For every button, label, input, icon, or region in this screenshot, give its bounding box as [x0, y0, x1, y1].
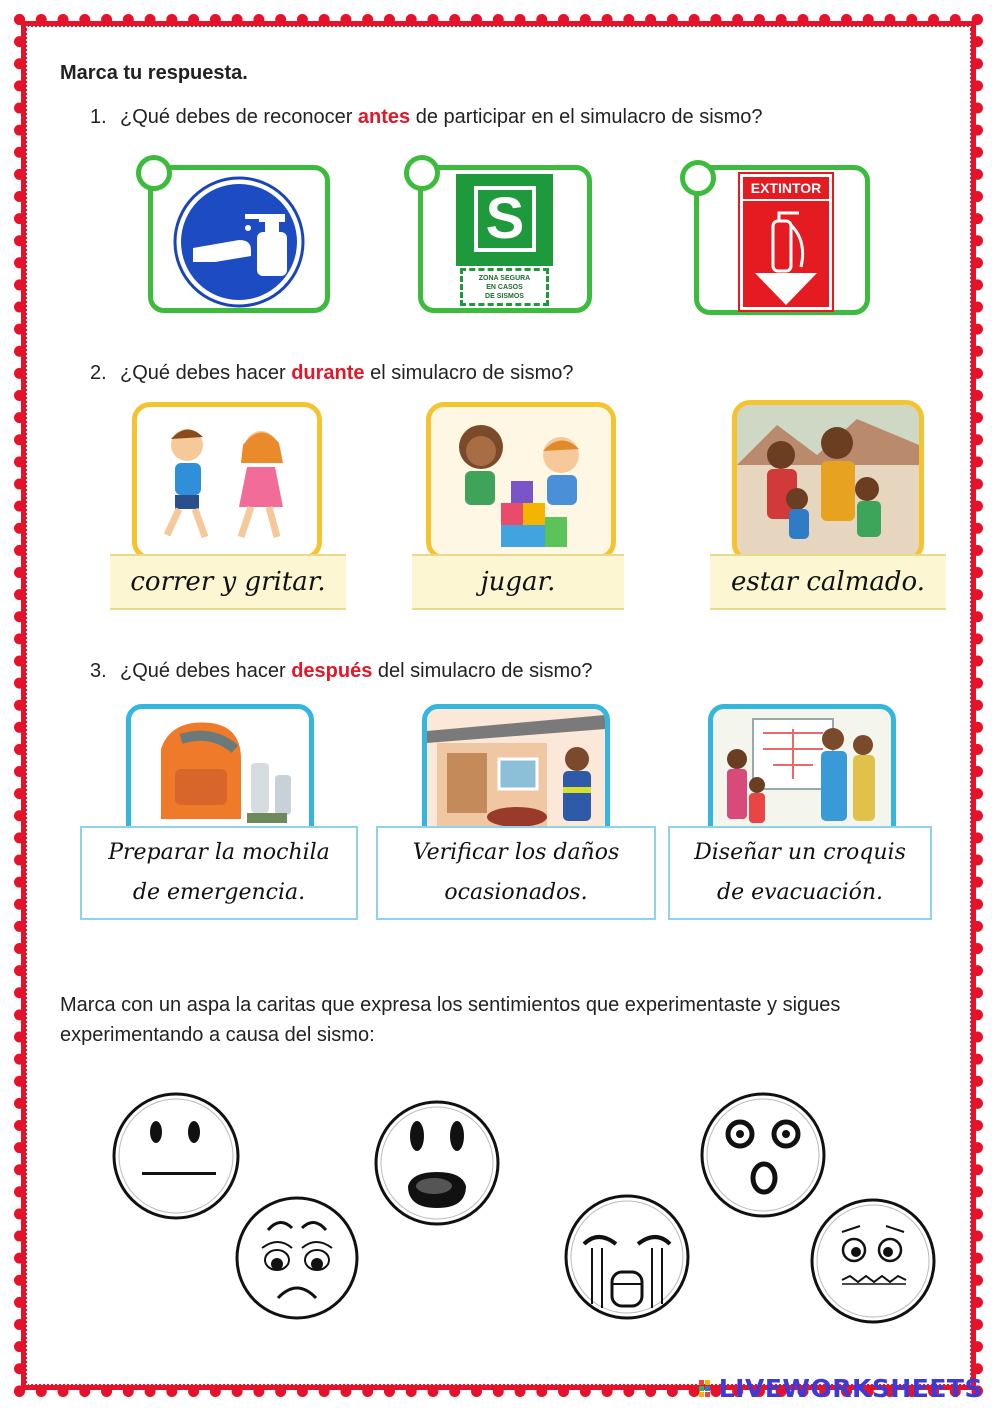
option-label-line: de emergencia.: [132, 880, 306, 905]
handwash-sign-icon: [153, 170, 325, 308]
question-2: [90, 362, 574, 385]
option-card-handwash[interactable]: [148, 165, 330, 313]
option-label-mochila[interactable]: [80, 826, 358, 920]
question-number: 1.: [90, 106, 107, 128]
question-text: del simulacro de sismo?: [372, 660, 593, 682]
option-image-playing[interactable]: [426, 402, 616, 560]
option-image-evacuation-map[interactable]: [708, 704, 896, 842]
question-text: ¿Qué debes de reconocer: [120, 106, 358, 128]
option-image-damage[interactable]: [422, 704, 610, 842]
safe-zone-label: ZONA SEGURA: [478, 275, 531, 282]
question-1: [90, 106, 763, 129]
fire-extinguisher-icon: [743, 201, 829, 309]
liveworksheets-logo-icon: [699, 1380, 717, 1400]
question-text: ¿Qué debes hacer: [120, 660, 292, 682]
feelings-instruction: Marca con un aspa la caritas que expresa los sentimientos que experimentaste y sigues experimentando a causa del sismo:: [60, 994, 841, 1046]
evacuation-map-illustration: [713, 709, 891, 837]
playing-kids-illustration: [431, 407, 611, 555]
question-text: de participar en el simulacro de sismo?: [410, 106, 763, 128]
option-label-correr[interactable]: correr y gritar.: [110, 554, 346, 610]
option-radio-safe-zone[interactable]: [404, 155, 440, 191]
question-keyword: durante: [291, 362, 365, 384]
question-3: [90, 660, 592, 683]
safe-zone-label: EN CASOS: [486, 284, 523, 291]
extinguisher-label: EXTINTOR: [743, 177, 829, 201]
emergency-backpack-icon: [131, 709, 309, 837]
calm-family-illustration: [737, 405, 919, 557]
crying-face-icon[interactable]: [562, 1192, 692, 1322]
neutral-face-icon[interactable]: [110, 1090, 242, 1222]
question-number: 2.: [90, 362, 107, 384]
option-image-backpack[interactable]: [126, 704, 314, 842]
safe-zone-label: DE SISMOS: [485, 293, 524, 300]
question-number: 3.: [90, 660, 107, 682]
option-label-line: Diseñar un croquis: [694, 840, 906, 865]
nervous-face-icon[interactable]: [808, 1196, 938, 1326]
option-label-line: ocasionados.: [444, 880, 588, 905]
option-image-calm[interactable]: [732, 400, 924, 562]
option-label-line: de evacuación.: [716, 880, 884, 905]
option-card-safe-zone[interactable]: [418, 165, 592, 313]
question-keyword: después: [291, 660, 373, 682]
option-radio-extinguisher[interactable]: [680, 160, 716, 196]
worried-face-icon[interactable]: [232, 1190, 362, 1320]
question-keyword: antes: [357, 106, 411, 128]
running-kids-illustration: [137, 407, 317, 555]
worksheet-title: Marca tu respuesta.: [60, 62, 248, 84]
option-image-running[interactable]: [132, 402, 322, 560]
inspect-damage-illustration: [427, 709, 605, 837]
question-text: el simulacro de sismo?: [364, 362, 574, 384]
liveworksheets-logo: [699, 1374, 983, 1403]
option-card-extinguisher[interactable]: [694, 165, 870, 315]
safe-zone-letter: S: [474, 186, 536, 252]
option-radio-handwash[interactable]: [136, 155, 172, 191]
shocked-face-icon[interactable]: [372, 1098, 502, 1228]
extinguisher-sign-icon: [740, 174, 832, 310]
safe-zone-sign-icon: [456, 174, 553, 308]
option-label-calmado[interactable]: estar calmado.: [710, 554, 946, 610]
option-label-line: Verificar los daños: [412, 840, 620, 865]
option-label-jugar[interactable]: jugar.: [412, 554, 624, 610]
brand-name: LIVEWORKSHEETS: [718, 1374, 983, 1403]
option-label-line: Preparar la mochila: [108, 840, 330, 865]
option-label-croquis[interactable]: [668, 826, 932, 920]
option-label-danos[interactable]: [376, 826, 656, 920]
question-text: ¿Qué debes hacer: [120, 362, 292, 384]
